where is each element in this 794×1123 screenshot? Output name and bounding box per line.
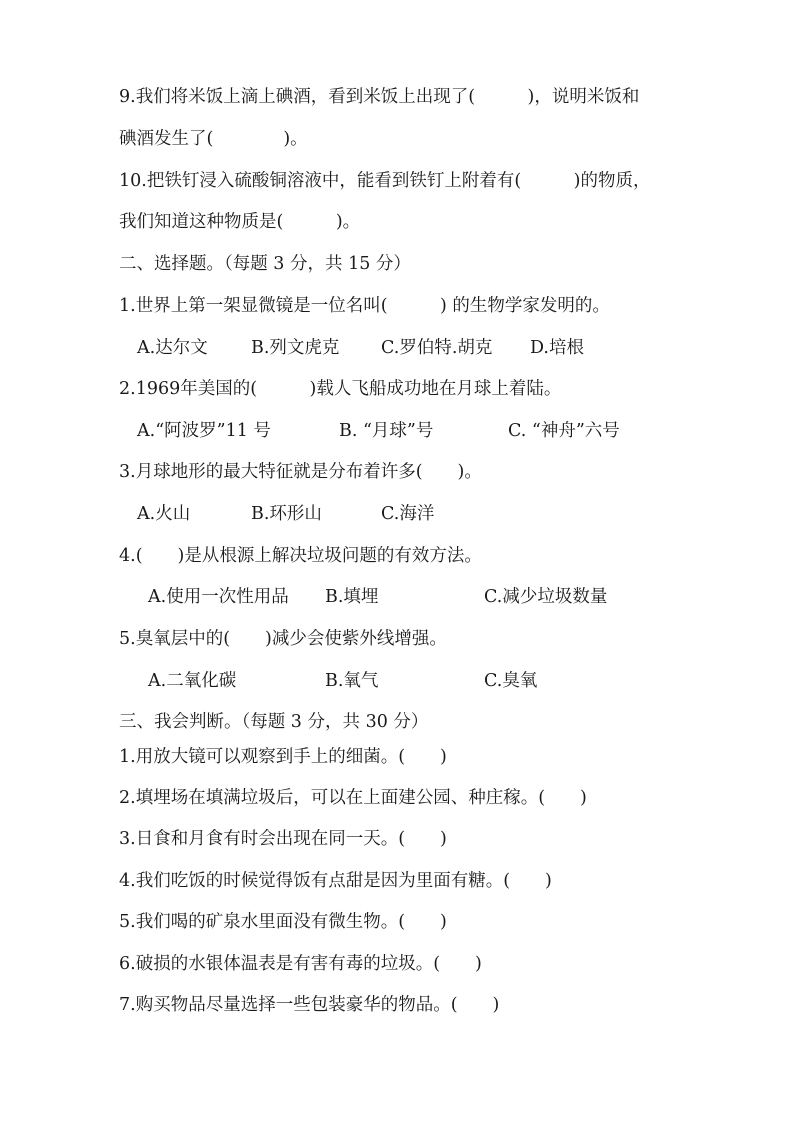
question-judge-3: 3.日食和月食有时会出现在同一天。( ) [119, 829, 447, 849]
option-b: B. “月球”号 [339, 421, 434, 441]
question-fill-10-cont: 我们知道这种物质是( )。 [119, 212, 361, 232]
question-judge-2: 2.填埋场在填满垃圾后，可以在上面建公园、种庄稼。( ) [119, 788, 587, 808]
question-judge-4: 4.我们吃饭的时候觉得饭有点甜是因为里面有糖。( ) [119, 871, 552, 891]
option-a: A.达尔文 [137, 338, 208, 358]
option-d: D.培根 [530, 338, 584, 358]
option-b: B.环形山 [251, 504, 322, 524]
option-b: B.氧气 [325, 671, 379, 691]
question-judge-7: 7.购买物品尽量选择一些包装豪华的物品。( ) [119, 995, 500, 1015]
option-a: A.“阿波罗”11 号 [137, 421, 271, 441]
question-fill-9-cont: 碘酒发生了( )。 [119, 129, 308, 149]
option-b: B.列文虎克 [251, 338, 340, 358]
section-heading-choice: 二、选择题。（每题 3 分，共 15 分） [119, 254, 411, 274]
question-judge-6: 6.破损的水银体温表是有害有毒的垃圾。( ) [119, 954, 482, 974]
option-c: C.海洋 [381, 504, 435, 524]
question-choice-4: 4.( )是从根源上解决垃圾问题的有效方法。 [119, 546, 482, 566]
question-fill-9: 9.我们将米饭上滴上碘酒，看到米饭上出现了( )，说明米饭和 [119, 87, 640, 107]
option-a: A.二氧化碳 [148, 671, 237, 691]
option-a: A.火山 [137, 504, 191, 524]
question-judge-5: 5.我们喝的矿泉水里面没有微生物。( ) [119, 912, 447, 932]
question-choice-5: 5.臭氧层中的( )减少会使紫外线增强。 [119, 629, 447, 649]
option-b: B.填埋 [325, 587, 379, 607]
option-c: C.臭氧 [484, 671, 538, 691]
question-choice-2: 2.1969年美国的( )载人飞船成功地在月球上着陆。 [119, 379, 562, 399]
option-c: C. “神舟”六号 [508, 421, 620, 441]
question-choice-1: 1.世界上第一架显微镜是一位名叫( ) 的生物学家发明的。 [119, 296, 610, 316]
question-choice-3: 3.月球地形的最大特征就是分布着许多( )。 [119, 462, 482, 482]
section-heading-judge: 三、我会判断。（每题 3 分，共 30 分） [119, 712, 429, 732]
question-judge-1: 1.用放大镜可以观察到手上的细菌。( ) [119, 747, 447, 767]
option-c: C.减少垃圾数量 [484, 587, 608, 607]
option-a: A.使用一次性用品 [148, 587, 289, 607]
option-c: C.罗伯特.胡克 [381, 338, 493, 358]
question-fill-10: 10.把铁钉浸入硫酸铜溶液中，能看到铁钉上附着有( )的物质， [119, 171, 651, 191]
